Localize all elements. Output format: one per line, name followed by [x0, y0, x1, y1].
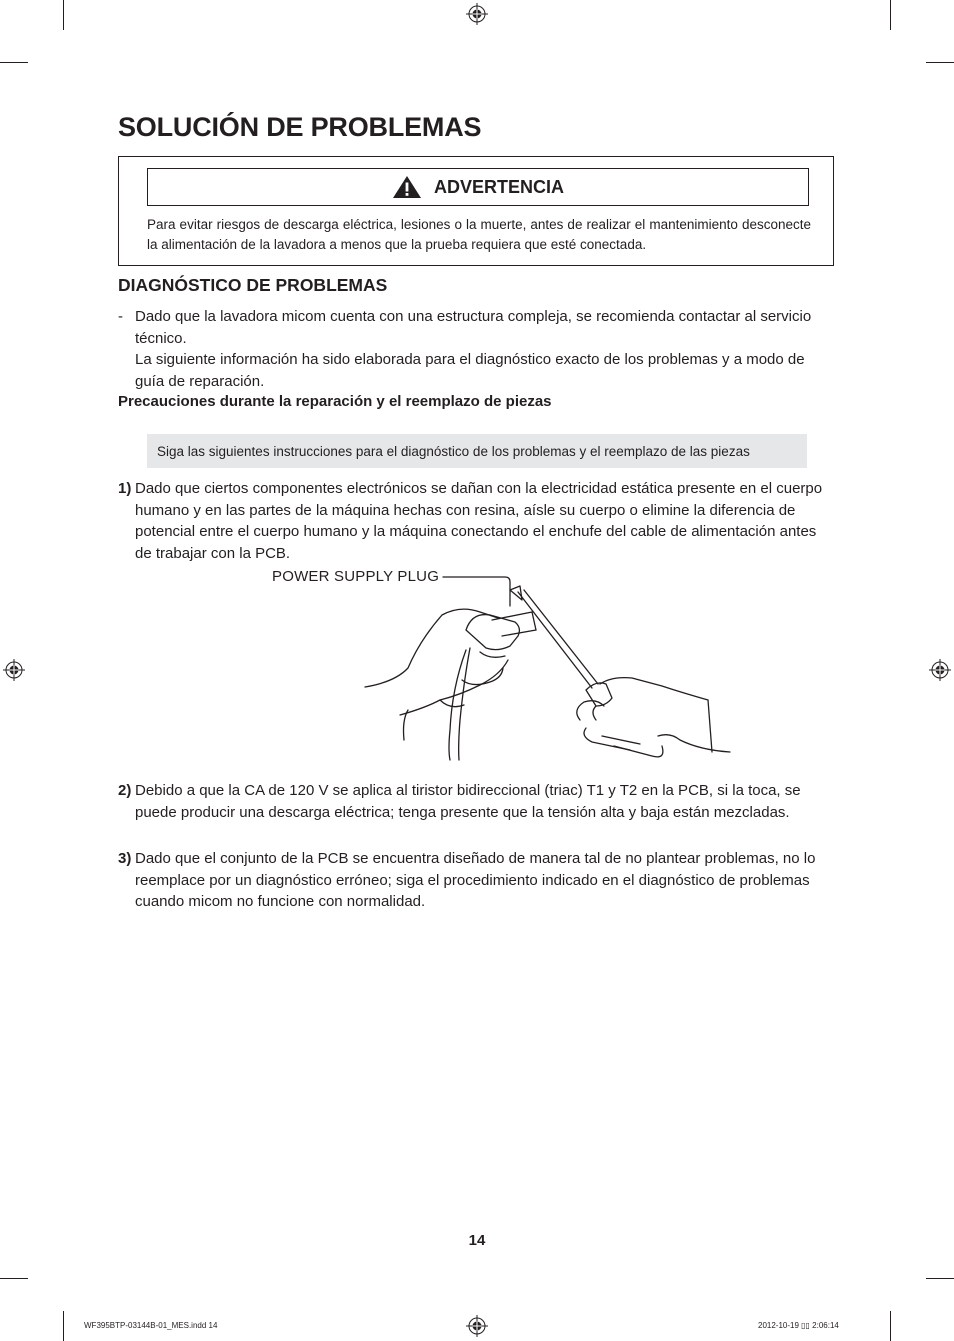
intro-line-1: Dado que la lavadora micom cuenta con una estructura compleja, se recomienda contactar al servicio técnico.: [135, 308, 812, 347]
intro-line-2: La siguiente información ha sido elaborada para el diagnóstico exacto de los problemas y a modo de guía de reparación.: [135, 351, 805, 390]
page-title: SOLUCIÓN DE PROBLEMAS: [118, 112, 482, 142]
section-heading: DIAGNÓSTICO DE PROBLEMAS: [118, 275, 388, 295]
warning-triangle-icon: [392, 175, 422, 199]
page-number: 14: [468, 1232, 486, 1249]
registration-mark-icon: [3, 659, 25, 681]
crop-mark: [926, 1278, 954, 1279]
item-number: 1): [118, 480, 132, 497]
crop-mark: [63, 0, 64, 30]
crop-mark: [63, 1311, 64, 1341]
warning-heading-text: ADVERTENCIA: [433, 176, 564, 197]
crop-mark: [890, 0, 891, 30]
list-item: [118, 478, 836, 564]
instruction-note: Siga las siguientes instrucciones para el diagnóstico de los problemas y el reemplazo de las piezas: [147, 434, 807, 468]
power-supply-plug-label: POWER SUPPLY PLUG: [272, 568, 440, 585]
item-number: 3): [118, 850, 132, 867]
registration-mark-icon: [466, 1315, 488, 1337]
list-item: [118, 780, 836, 823]
crop-mark: [926, 62, 954, 63]
item-number: 2): [118, 782, 132, 799]
item-text: Dado que ciertos componentes electrónicos se dañan con la electricidad estática presente en el cuerpo humano y en las partes de la máquina hechas con resina, aísle su cuerpo o elimine la diferencia de potencial entre el cuerpo humano y la máquina conectando el enchufe del cable de alimentación antes de trabajar con la PCB.: [135, 480, 823, 562]
crop-mark: [0, 1278, 28, 1279]
item-text: Dado que el conjunto de la PCB se encuentra diseñado de manera tal de no plantear problemas, no lo reemplace por un diagnóstico erróneo; siga el procedimiento indicado en el diagnóstico de problemas cuando micom no funcione con normalidad.: [135, 850, 816, 910]
dash-bullet: -: [118, 308, 123, 325]
warning-heading: [147, 168, 809, 206]
registration-mark-icon: [929, 659, 951, 681]
item-text: Debido a que la CA de 120 V se aplica al tiristor bidireccional (triac) T1 y T2 en la PCB, si la toca, se puede producir una descarga eléctrica; tenga presente que la tensión alta y baja están mezcladas.: [135, 782, 801, 821]
footer-timestamp: 2012-10-19 ▯▯ 2:06:14: [758, 1321, 839, 1330]
list-item: [118, 848, 836, 913]
precautions-heading: Precauciones durante la reparación y el reemplazo de piezas: [118, 393, 552, 410]
hands-plug-screwdriver-illustration: [340, 560, 740, 770]
intro-paragraph: [118, 306, 836, 392]
crop-mark: [0, 62, 28, 63]
crop-mark: [890, 1311, 891, 1341]
warning-text: Para evitar riesgos de descarga eléctrica, lesiones o la muerte, antes de realizar el mantenimiento desconecte la alimentación de la lavadora a menos que la prueba requiera que esté conectada.: [147, 217, 811, 252]
warning-box: [118, 156, 834, 266]
registration-mark-icon: [466, 3, 488, 25]
footer-file-info: WF395BTP-03144B-01_MES.indd 14: [84, 1321, 218, 1330]
